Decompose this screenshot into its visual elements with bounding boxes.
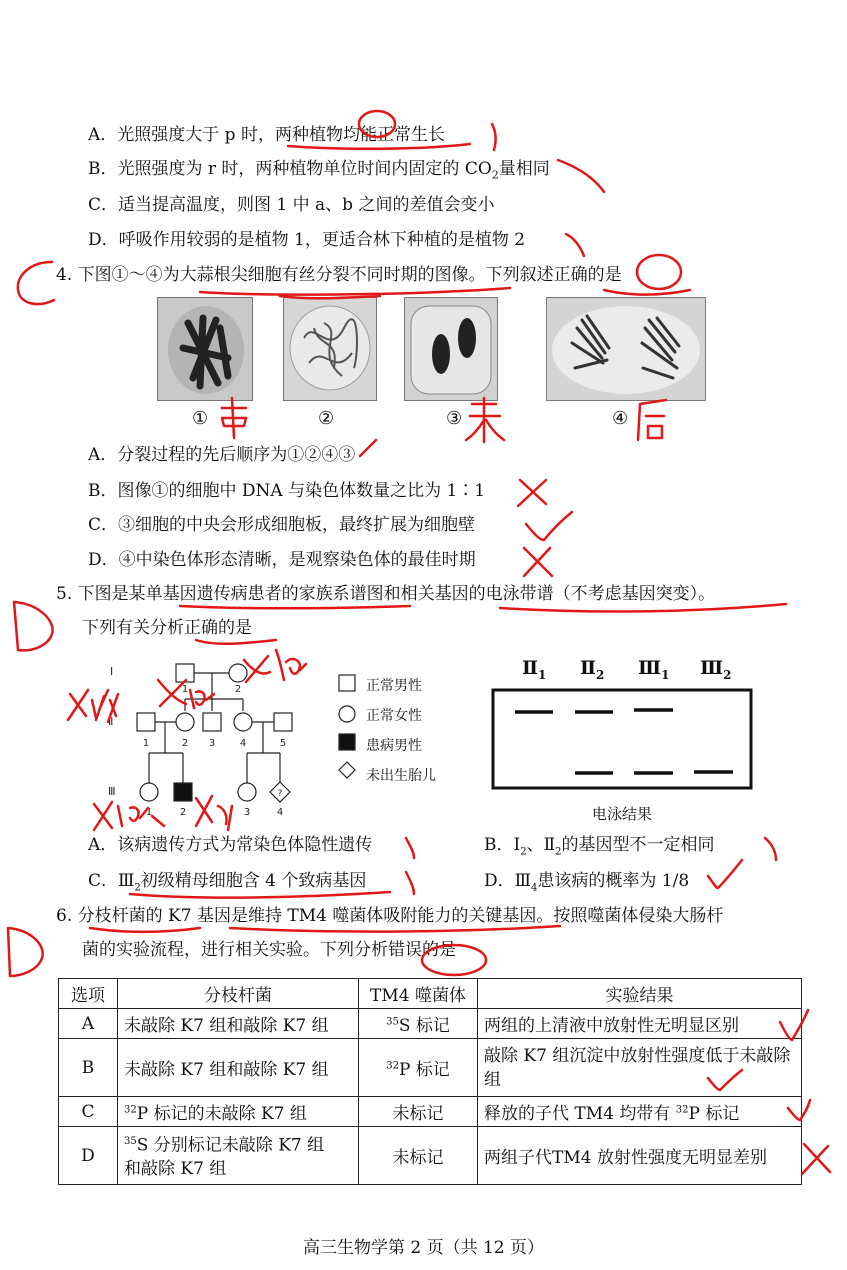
answer-d-mark <box>8 928 43 976</box>
q5-option-b: B．$Ⅰ_2$、$Ⅱ_2$的基因型不一定相同 <box>484 835 715 858</box>
table-row: D $^{35}$S 分别标记未敲除 K7 组 和敲除 K7 组 未标记 两组子代TM4 放射性强度无明显差别 <box>59 1127 802 1185</box>
q4-option-b: B．图像①的细胞中 DNA 与染色体数量之比为 1∶1 <box>88 481 486 501</box>
underline-mark <box>130 892 390 898</box>
gen-label-3: Ⅲ <box>108 785 116 798</box>
tick-mark <box>526 512 572 540</box>
genotype-note-iii1 <box>94 802 164 830</box>
gen-label-2: Ⅱ <box>108 715 114 728</box>
svg-text:4: 4 <box>276 807 284 818</box>
q5-option-a: A．该病遗传方式为常染色体隐性遗传 <box>88 835 373 855</box>
svg-text:3: 3 <box>243 807 251 818</box>
circle-mark <box>422 945 486 975</box>
underline-mark <box>196 640 276 644</box>
svg-text:2: 2 <box>234 684 242 695</box>
tick-mark <box>492 124 496 150</box>
photo-label-3: ③ <box>446 408 463 429</box>
stage-note-later <box>638 400 666 440</box>
tick-mark <box>406 838 414 858</box>
tick-mark <box>708 860 742 888</box>
circle-mark <box>359 111 395 137</box>
underline-mark <box>500 604 786 611</box>
svg-text:2: 2 <box>179 807 187 818</box>
q4-option-d: D．④中染色体形态清晰，是观察染色体的最佳时期 <box>88 550 476 570</box>
q3-option-c: C．适当提高温度，则图 1 中 a、b 之间的差值会变小 <box>88 195 495 215</box>
legend-affected-male: 患病男性 <box>366 738 422 754</box>
svg-text:2: 2 <box>181 738 189 749</box>
q5-stem-line1: 5. 下图是某单基因遗传病患者的家族系谱图和相关基因的电泳带谱（不考虑基因突变）。 <box>56 584 716 604</box>
q3-option-a: A．光照强度大于 p 时，两种植物均能正常生长 <box>88 125 445 145</box>
gel-caption: 电泳结果 <box>592 805 653 823</box>
gel-lane-1: $Ⅱ_1$ <box>522 657 547 682</box>
page-footer: 高三生物学第 2 页（共 12 页） <box>302 1238 545 1258</box>
underline-mark <box>288 144 470 149</box>
legend-normal-male: 正常男性 <box>366 678 422 694</box>
table-row: A 未敲除 K7 组和敲除 K7 组 $^{35}$S 标记 两组的上清液中放射性无明显区别 <box>59 1009 802 1039</box>
answer-d-mark <box>14 602 53 650</box>
q4-option-a: A．分裂过程的先后顺序为①②④③ <box>88 445 356 465</box>
genotype-note-ii2 <box>158 680 214 708</box>
gel-lane-2: $Ⅱ_2$ <box>580 657 605 682</box>
underline-mark <box>90 928 200 932</box>
tick-mark <box>708 1070 742 1090</box>
cross-mark <box>518 480 546 506</box>
svg-text:1: 1 <box>145 807 153 818</box>
tick-mark <box>788 1100 810 1120</box>
underline-mark <box>180 606 410 608</box>
q6-stem-line2: 菌的实验流程，进行相关实验。下列分析错误的是 <box>82 940 456 960</box>
q5-option-d: D．$Ⅲ_4$患该病的概率为 1/8 <box>484 871 690 894</box>
gen-label-1: Ⅰ <box>110 665 114 678</box>
legend-normal-female: 正常女性 <box>366 708 422 724</box>
table-header: 选项 <box>59 979 118 1009</box>
photo-label-2: ② <box>318 408 335 429</box>
svg-text:1: 1 <box>142 738 150 749</box>
slash-mark <box>566 234 584 256</box>
table-row: B 未敲除 K7 组和敲除 K7 组 $^{32}$P 标记 敲除 K7 组沉淀中放射性强度低于未敲除组 <box>59 1039 802 1097</box>
slash-mark <box>558 160 604 192</box>
tick-mark <box>406 872 414 894</box>
table-header: TM4 噬菌体 <box>359 979 478 1009</box>
cross-mark <box>524 548 552 576</box>
svg-text:1: 1 <box>181 684 189 695</box>
underline-mark <box>230 926 560 932</box>
genotype-note-iii3 <box>196 796 232 830</box>
q4-option-c: C．③细胞的中央会形成细胞板，最终扩展为细胞壁 <box>88 515 476 535</box>
q5-stem-line2: 下列有关分析正确的是 <box>82 618 252 638</box>
svg-text:3: 3 <box>208 738 216 749</box>
q3-option-b: B．光照强度为 r 时，两种植物单位时间内固定的 $CO_2$量相同 <box>88 159 550 182</box>
q6-stem-line1: 6. 分枝杆菌的 K7 基因是维持 TM4 噬菌体吸附能力的关键基因。按照噬菌体侵染大肠杆 <box>56 906 724 926</box>
photo-label-4: ④ <box>612 408 629 429</box>
stage-note-end <box>466 398 504 442</box>
q4-stem: 4. 下图①～④为大蒜根尖细胞有丝分裂不同时期的图像。下列叙述正确的是 <box>56 265 622 285</box>
table-row: C $^{32}$P 标记的未敲除 K7 组 未标记 释放的子代 TM4 均带有 $^{32}$P 标记 <box>59 1097 802 1127</box>
genotype-note-i2 <box>244 650 306 682</box>
cross-mark <box>802 1144 830 1174</box>
photo-label-1: ① <box>192 408 209 429</box>
tick-mark <box>765 838 776 860</box>
q3-option-d: D．呼吸作用较弱的是植物 1，更适合林下种植的是植物 2 <box>88 230 526 250</box>
genotype-note-ii1 <box>68 690 118 722</box>
underline-mark <box>200 288 510 295</box>
tick-mark <box>780 1010 808 1040</box>
svg-text:5: 5 <box>279 738 287 749</box>
gel-lane-3: $Ⅲ_1$ <box>638 657 670 682</box>
q5-option-c: C．$Ⅲ_2$初级精母细胞含 4 个致病基因 <box>88 871 367 894</box>
circle-mark <box>637 255 681 289</box>
slash-mark <box>360 440 376 456</box>
answer-c-mark <box>18 262 54 304</box>
svg-text:4: 4 <box>239 738 247 749</box>
legend-unborn: 未出生胎儿 <box>366 768 436 784</box>
gel-lane-4: $Ⅲ_2$ <box>700 657 732 682</box>
unborn-mark: ? <box>277 789 283 799</box>
table-header: 实验结果 <box>478 979 802 1009</box>
underline-mark <box>604 290 690 295</box>
stage-note-middle <box>222 398 246 438</box>
table-header: 分枝杆菌 <box>118 979 359 1009</box>
